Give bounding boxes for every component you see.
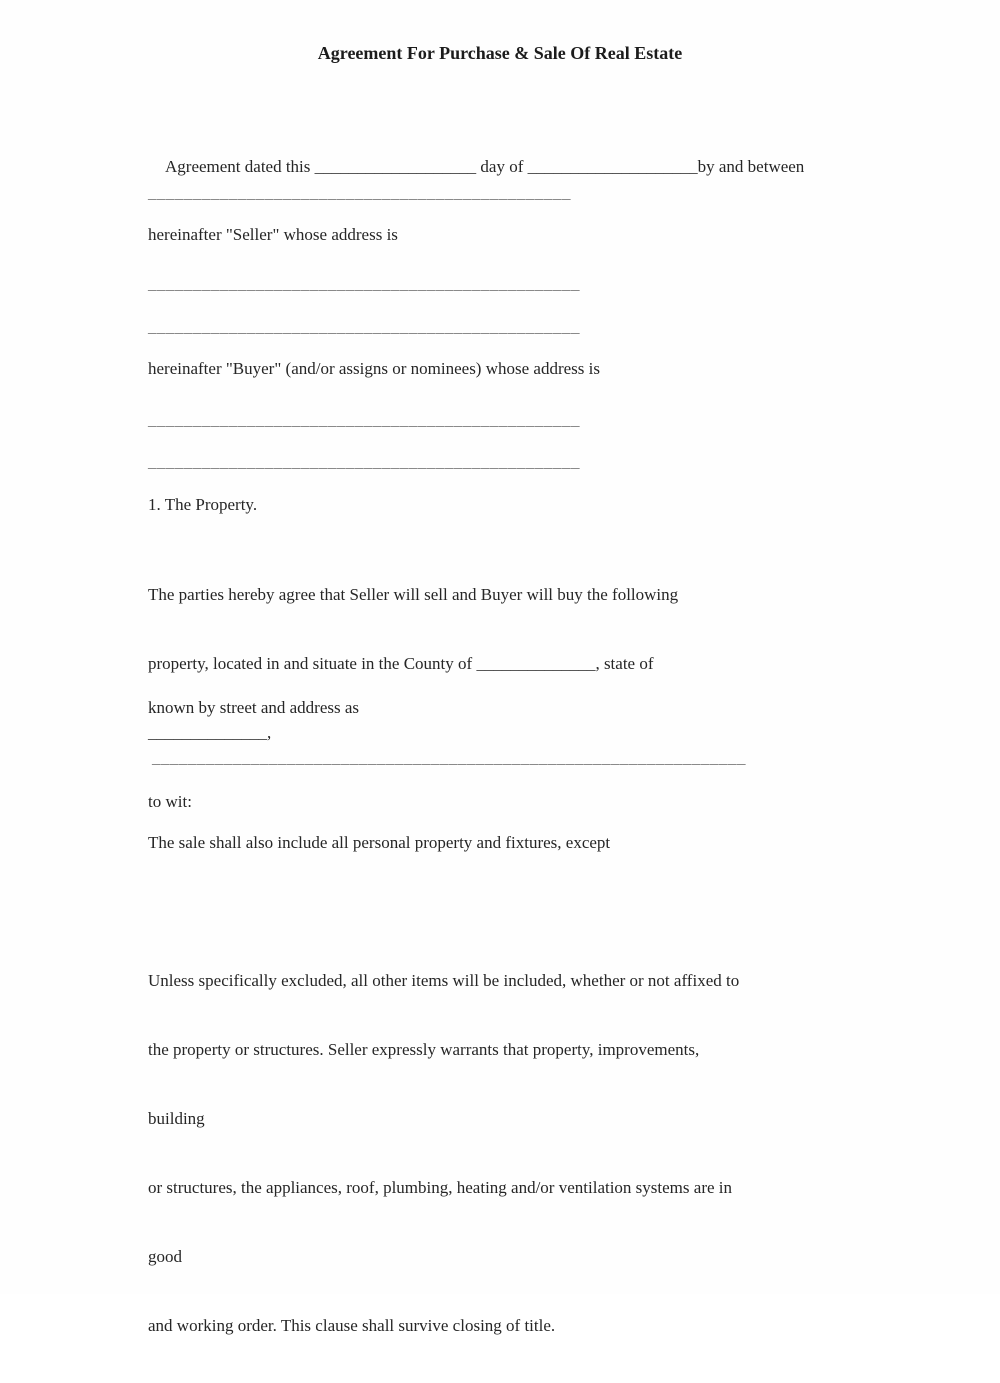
intro-text-after: by and between [697,157,805,176]
exclusion-line-4: or structures, the appliances, roof, plumbing, heating and/or ventilation systems are in [148,1178,732,1197]
exclusion-line-6: and working order. This clause shall survive closing of title. [148,1316,556,1335]
sale-clause: The sale shall also include all personal property and fixtures, except [148,833,611,852]
intro-text-between: day of [476,157,528,176]
street-address-blank-line: __________________________________________________________________ [152,748,746,767]
exclusion-paragraph [148,923,848,1383]
intro-text-before: Agreement dated this [165,157,315,176]
section-1-line-1: The parties hereby agree that Seller will sell and Buyer will buy the following [148,585,679,604]
seller-address-blank-line-2: ________________________________________________ [148,317,580,336]
buyer-address-blank-line-2: ________________________________________________ [148,452,580,471]
exclusion-line-5: good [148,1247,182,1266]
exclusion-line-3: building [148,1109,205,1128]
buyer-clause: hereinafter "Buyer" (and/or assigns or nominees) whose address is [148,359,600,378]
known-by-clause: known by street and address as [148,698,360,717]
seller-clause: hereinafter "Seller" whose address is [148,225,398,244]
section-1-line-4: to wit: [148,792,192,811]
state-blank: ______________ [148,723,267,742]
section-1-line-3 [148,721,808,744]
section-1-line-2 [148,652,808,675]
document-title: Agreement For Purchase & Sale Of Real Estate [317,43,683,63]
exclusion-line-2: the property or structures. Seller expressly warrants that property, improvements, [148,1040,700,1059]
county-text: property, located in and situate in the County of [148,654,477,673]
date-day-blank: ___________________ [314,157,477,176]
state-text: , state of [595,654,654,673]
date-month-blank: ____________________ [527,157,698,176]
seller-address-blank-line-1: ________________________________________________ [148,274,580,293]
exclusion-line-1: Unless specifically excluded, all other items will be included, whether or not affixed to [148,971,740,990]
county-blank: ______________ [476,654,596,673]
seller-name-blank-line: _______________________________________________ [148,183,571,202]
state-blank-comma: , [267,723,272,742]
buyer-address-blank-line-1: ________________________________________________ [148,410,580,429]
section-1-heading: 1. The Property. [148,495,258,514]
